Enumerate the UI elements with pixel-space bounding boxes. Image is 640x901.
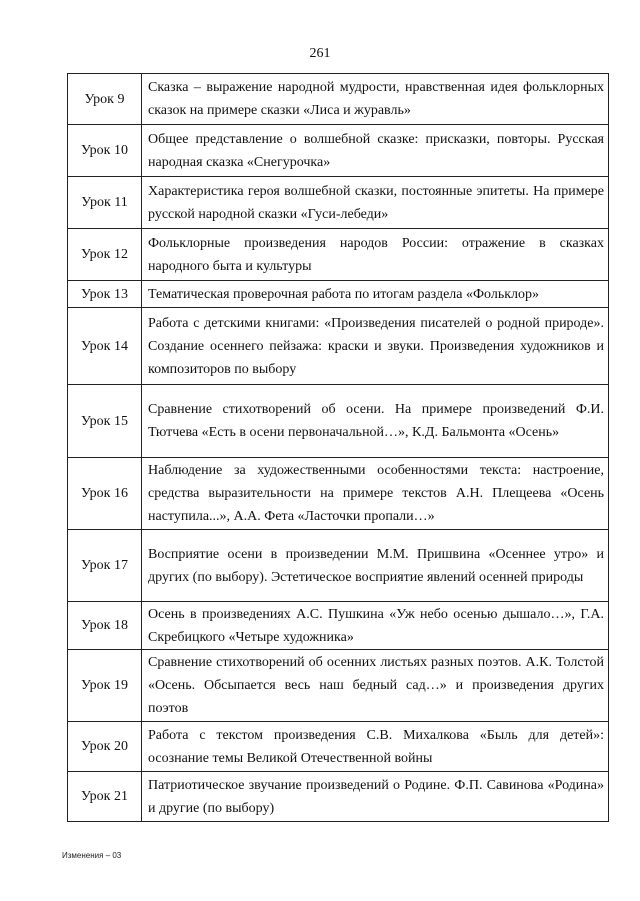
lesson-table [67, 73, 609, 822]
lesson-cell: Урок 14 [68, 308, 142, 385]
table-row [68, 458, 609, 530]
table-row [68, 722, 609, 772]
topic-cell: Патриотическое звучание произведений о Родине. Ф.П. Савинова «Родина» и другие (по выбору) [142, 772, 609, 822]
topic-cell: Работа с детскими книгами: «Произведения писателей о родной природе». Создание осеннего пейзажа: краски и звуки. Произведения художников и композиторов по выбору [142, 308, 609, 385]
topic-cell: Сравнение стихотворений об осени. На примере произведений Ф.И. Тютчева «Есть в осени первоначальной…», К.Д. Бальмонта «Осень» [142, 385, 609, 458]
lesson-cell: Урок 11 [68, 177, 142, 229]
table-row [68, 602, 609, 650]
topic-cell: Тематическая проверочная работа по итогам раздела «Фольклор» [142, 281, 609, 308]
topic-cell: Осень в произведениях А.С. Пушкина «Уж небо осенью дышало…», Г.А. Скребицкого «Четыре художника» [142, 602, 609, 650]
topic-cell: Работа с текстом произведения С.В. Михалкова «Быль для детей»: осознание темы Великой Отечественной войны [142, 722, 609, 772]
table-row [68, 125, 609, 177]
table-row [68, 650, 609, 722]
footer-revision: Изменения – 03 [62, 851, 122, 860]
table-row [68, 177, 609, 229]
lesson-cell: Урок 10 [68, 125, 142, 177]
lesson-cell: Урок 13 [68, 281, 142, 308]
lesson-cell: Урок 19 [68, 650, 142, 722]
topic-cell: Восприятие осени в произведении М.М. Пришвина «Осеннее утро» и других (по выбору). Эстетическое восприятие явлений осенней природы [142, 530, 609, 602]
lesson-cell: Урок 12 [68, 229, 142, 281]
topic-cell: Общее представление о волшебной сказке: присказки, повторы. Русская народная сказка «Снегурочка» [142, 125, 609, 177]
table-row [68, 74, 609, 125]
lesson-cell: Урок 15 [68, 385, 142, 458]
table-row [68, 229, 609, 281]
topic-cell: Характеристика героя волшебной сказки, постоянные эпитеты. На примере русской народной сказки «Гуси-лебеди» [142, 177, 609, 229]
lesson-cell: Урок 18 [68, 602, 142, 650]
table-row [68, 281, 609, 308]
topic-cell: Фольклорные произведения народов России: отражение в сказках народного быта и культуры [142, 229, 609, 281]
topic-cell: Сравнение стихотворений об осенних листьях разных поэтов. А.К. Толстой «Осень. Обсыпается весь наш бедный сад…» и произведения других поэтов [142, 650, 609, 722]
table-row [68, 308, 609, 385]
lesson-cell: Урок 21 [68, 772, 142, 822]
lesson-cell: Урок 20 [68, 722, 142, 772]
lesson-cell: Урок 9 [68, 74, 142, 125]
table-row [68, 530, 609, 602]
page-number: 261 [309, 46, 331, 61]
lesson-cell: Урок 17 [68, 530, 142, 602]
topic-cell: Сказка – выражение народной мудрости, нравственная идея фольклорных сказок на примере сказки «Лиса и журавль» [142, 74, 609, 125]
topic-cell: Наблюдение за художественными особенностями текста: настроение, средства выразительности на примере текстов А.Н. Плещеева «Осень наступила...», А.А. Фета «Ласточки пропали…» [142, 458, 609, 530]
table-row [68, 385, 609, 458]
lesson-cell: Урок 16 [68, 458, 142, 530]
table-row [68, 772, 609, 822]
